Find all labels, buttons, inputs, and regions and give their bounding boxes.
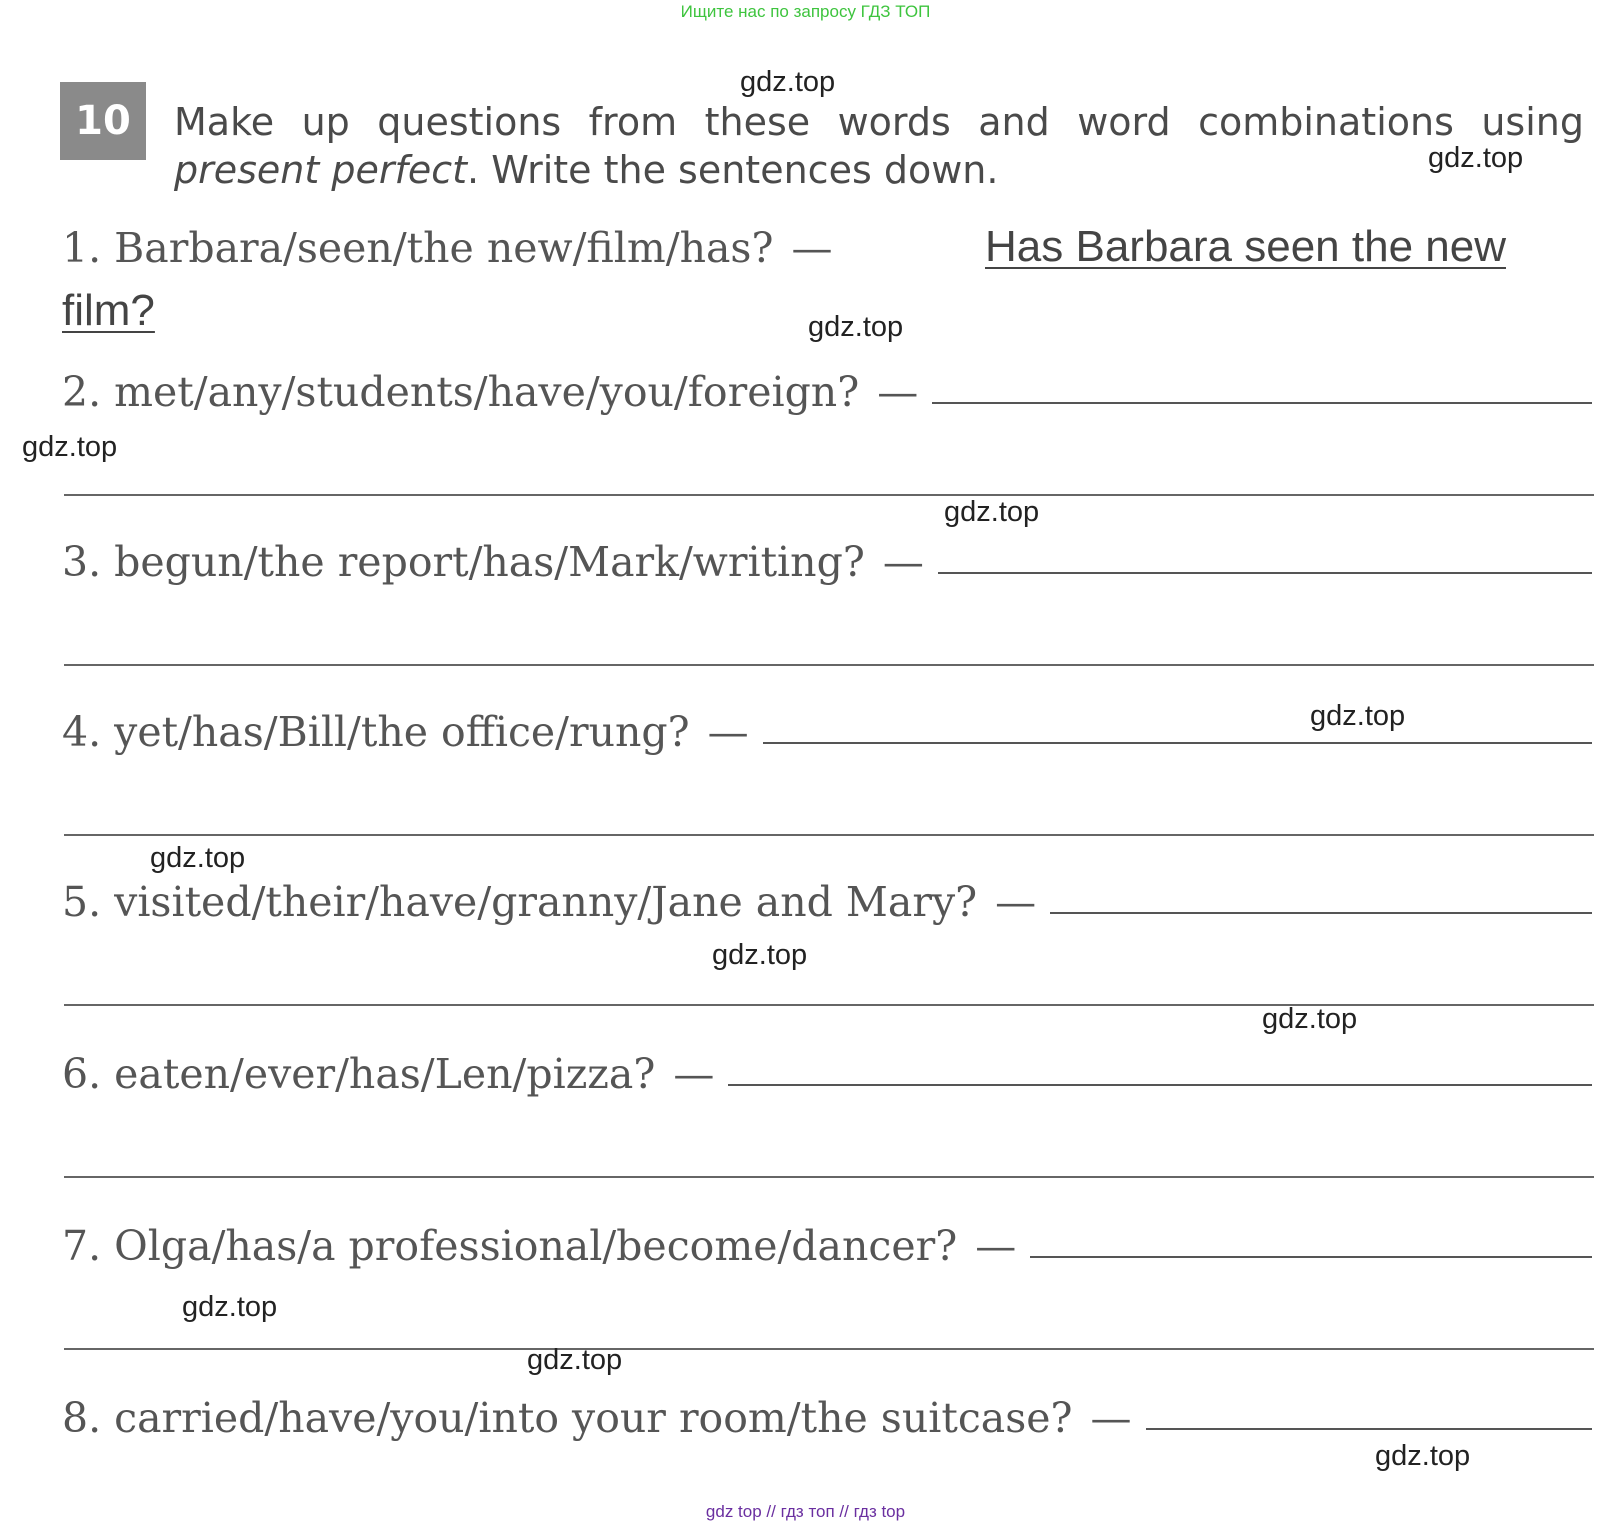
watermark: gdz.top <box>944 496 1040 528</box>
question-6 <box>62 1042 1592 1098</box>
watermark: gdz.top <box>527 1344 623 1376</box>
answer-blank[interactable] <box>728 1083 1592 1086</box>
question-5 <box>62 870 1592 926</box>
answer-blank[interactable] <box>938 571 1592 574</box>
watermark: gdz.top <box>808 311 904 343</box>
watermark: gdz.top <box>22 431 118 463</box>
question-dash: — <box>707 708 749 756</box>
footer-links: gdz top // гдз топ // гдз top <box>705 1502 906 1521</box>
question-2 <box>62 360 1592 416</box>
question-text: 7. Olga/has/a professional/become/dancer? <box>62 1222 958 1270</box>
question-dash: — <box>975 1222 1017 1270</box>
answer-line-7[interactable] <box>64 1348 1594 1350</box>
answer-line-5[interactable] <box>64 1004 1594 1006</box>
question-text: 2. met/any/students/have/you/foreign? <box>62 368 860 416</box>
watermark: gdz.top <box>1310 700 1406 732</box>
answer-blank[interactable] <box>1050 911 1592 914</box>
question-dash: — <box>877 368 919 416</box>
top-banner: Ищите нас по запросу ГДЗ ТОП <box>680 2 931 21</box>
question-text: 4. yet/has/Bill/the office/rung? <box>62 708 690 756</box>
question-text: 3. begun/the report/has/Mark/writing? <box>62 538 865 586</box>
instruction-italic: present perfect <box>174 148 468 192</box>
watermark: gdz.top <box>150 842 246 874</box>
question-dash: — <box>882 538 924 586</box>
question-dash: — <box>673 1050 715 1098</box>
question-7 <box>62 1214 1592 1270</box>
answer-line-4[interactable] <box>64 834 1594 836</box>
exercise-instruction <box>174 98 1584 194</box>
instruction-text-2: . Write the sentences down. <box>467 148 999 192</box>
watermark: gdz.top <box>1428 142 1524 174</box>
exercise-number-badge: 10 <box>60 82 146 160</box>
answer-1-line-1: Has Barbara seen the new <box>985 222 1506 271</box>
answer-blank[interactable] <box>1030 1255 1592 1258</box>
question-text: 5. visited/their/have/granny/Jane and Mary? <box>62 878 978 926</box>
watermark: gdz.top <box>182 1291 278 1323</box>
question-1 <box>62 216 846 272</box>
question-text: 6. eaten/ever/has/Len/pizza? <box>62 1050 656 1098</box>
answer-blank[interactable] <box>932 401 1592 404</box>
watermark: gdz.top <box>712 939 808 971</box>
answer-blank[interactable] <box>1146 1427 1592 1430</box>
question-8 <box>62 1386 1592 1442</box>
answer-line-2[interactable] <box>64 494 1594 496</box>
question-text: 8. carried/have/you/into your room/the suitcase? <box>62 1394 1073 1442</box>
answer-line-6[interactable] <box>64 1176 1594 1178</box>
watermark: gdz.top <box>1375 1440 1471 1472</box>
watermark: gdz.top <box>740 66 836 98</box>
answer-1-line-2: film? <box>62 286 155 335</box>
answer-blank[interactable] <box>763 741 1592 744</box>
question-3 <box>62 530 1592 586</box>
question-dash: — <box>791 224 833 272</box>
instruction-text-1: Make up questions from these words and word combinations using <box>174 100 1584 144</box>
watermark: gdz.top <box>1262 1003 1358 1035</box>
question-dash: — <box>1090 1394 1132 1442</box>
question-text: 1. Barbara/seen/the new/film/has? <box>62 224 774 272</box>
answer-line-3[interactable] <box>64 664 1594 666</box>
question-dash: — <box>995 878 1037 926</box>
